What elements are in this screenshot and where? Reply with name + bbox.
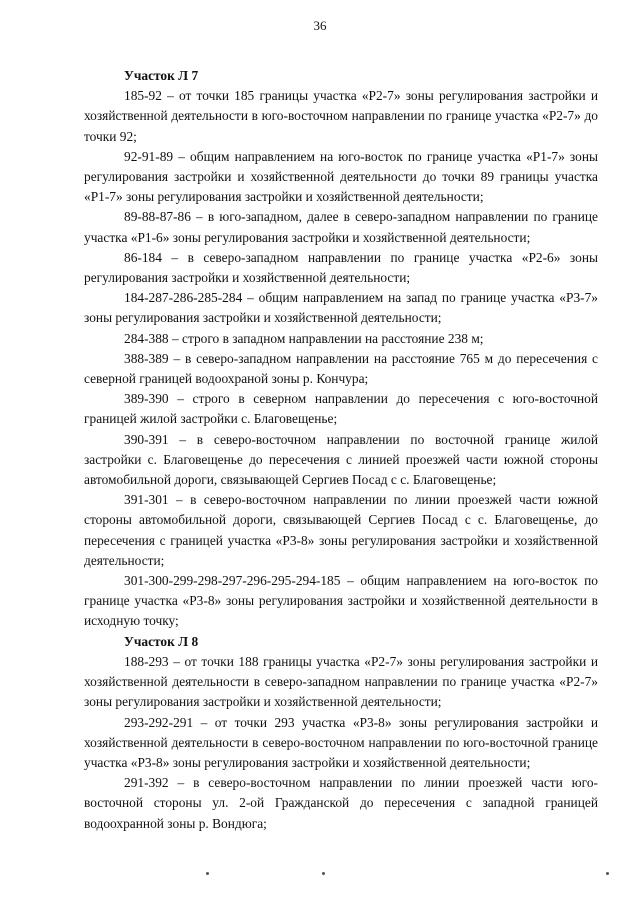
scan-speck xyxy=(606,872,609,875)
paragraph: 389-390 – строго в северном направлении до пересечения с юго-восточной границей жилой застройки с. Благовещенье; xyxy=(84,391,598,427)
paragraph: 390-391 – в северо-восточном направлении по восточной границе жилой застройки с. Благовещенье до пересечения с линией проезжей части южной стороны автомобильной дороги, связывающей Сергиев Посад с с. Благовещенье; xyxy=(84,431,598,488)
scan-speck xyxy=(322,872,325,875)
section-title-l8: Участок Л 8 xyxy=(124,633,199,649)
paragraph: 184-287-286-285-284 – общим направлением на запад по границе участка «Р3-7» зоны регулирования застройки и хозяйственной деятельности; xyxy=(84,290,598,326)
paragraph: 291-392 – в северо-восточном направлении по линии проезжей части юго-восточной стороны ул. 2-ой Гражданской до пересечения с западной границей водоохранной зоны р. Вондюга; xyxy=(84,775,598,831)
page-number: 36 xyxy=(313,18,327,33)
paragraph: 185-92 – от точки 185 границы участка «Р2-7» зоны регулирования застройки и хозяйственной деятельности в юго-восточном направлении по границе участка «Р2-7» до точки 92; xyxy=(84,88,598,144)
paragraph: 89-88-87-86 – в юго-западном, далее в северо-западном направлении по границе участка «Р1-6» зоны регулирования застройки и хозяйственной деятельности; xyxy=(84,209,598,245)
paragraph: 293-292-291 – от точки 293 участка «Р3-8» зоны регулирования застройки и хозяйственной деятельности в северо-восточном направлении по юго-восточной границе участка «Р3-8» зоны регулирования застройки и хозяйственной деятельности; xyxy=(84,714,598,770)
paragraph: 86-184 – в северо-западном направлении по границе участка «Р2-6» зоны регулирования застройки и хозяйственной деятельности; xyxy=(84,249,598,286)
section-title-l7: Участок Л 7 xyxy=(124,68,199,83)
paragraph: 92-91-89 – общим направлением на юго-восток по границе участка «Р1-7» зоны регулирования застройки и хозяйственной деятельности до точки 89 границы участка «Р1-7» зоны регулирования застройки и хозяйственной деятельности; xyxy=(84,148,598,205)
paragraph: 301-300-299-298-297-296-295-294-185 – общим направлением на юго-восток по границе участка «Р3-8» зоны регулирования застройки и хозяйственной деятельности в исходную точку; xyxy=(84,573,598,629)
scan-speck xyxy=(206,872,209,875)
paragraph: 388-389 – в северо-западном направлении на расстояние 765 м до пересечения с северной границей водоохраной зоны р. Кончура; xyxy=(84,350,598,387)
document-body xyxy=(84,66,598,834)
paragraph: 188-293 – от точки 188 границы участка «Р2-7» зоны регулирования застройки и хозяйственной деятельности в северо-западном направлении по границе участка «Р2-7» зоны регулирования застройки и хозяйственной деятельности; xyxy=(84,653,598,710)
paragraph: 391-301 – в северо-восточном направлении по линии проезжей части южной стороны автомобильной дороги, связывающей Сергиев Посад с с. Благовещенье, до пересечения с границей участка «Р3-8» зоны регулирования застройки и хозяйственной деятельности; xyxy=(84,492,598,568)
paragraph: 284-388 – строго в западном направлении на расстояние 238 м; xyxy=(124,330,484,346)
